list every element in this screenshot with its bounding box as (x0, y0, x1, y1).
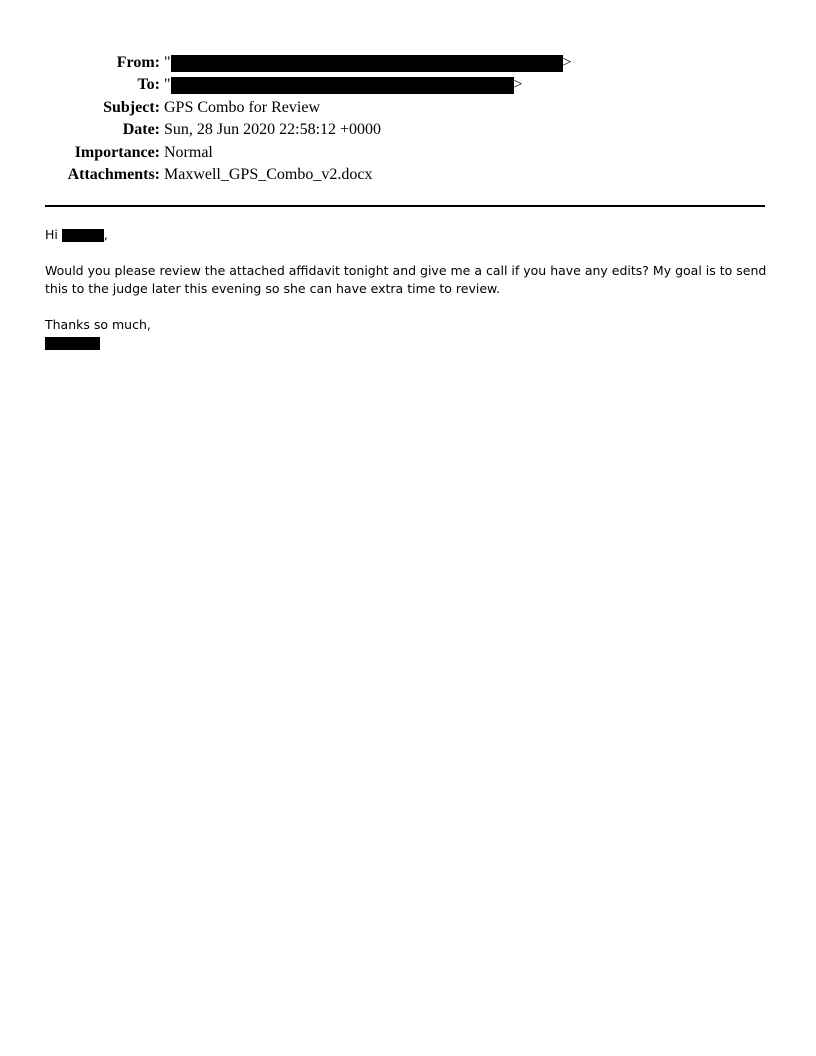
importance-label: Importance: (74, 143, 160, 161)
signature-redaction (45, 337, 100, 350)
to-value-suffix: > (513, 76, 523, 94)
from-value-prefix: " (164, 54, 171, 71)
date-value: Sun, 28 Jun 2020 22:58:12 +0000 (164, 121, 382, 139)
message-paragraph: Would you please review the attached affidavit tonight and give me a call if you have any edits? My goal is to send this to the judge later this evening so she can have extra time to review. (45, 263, 767, 296)
to-value-prefix: " (164, 76, 171, 94)
from-value (164, 52, 572, 74)
header-divider (45, 205, 765, 207)
to-label: To: (137, 76, 160, 94)
subject-value: GPS Combo for Review (164, 98, 320, 116)
greeting (45, 226, 108, 244)
date-row (0, 119, 816, 141)
from-redaction (171, 55, 563, 72)
from-label: From: (116, 54, 160, 71)
attachment-filename[interactable]: Maxwell_GPS_Combo_v2.docx (164, 165, 373, 183)
to-row (0, 74, 816, 96)
greeting-prefix: Hi (45, 227, 58, 242)
subject-row (0, 97, 816, 119)
importance-row (0, 142, 816, 164)
from-value-suffix: > (562, 54, 572, 71)
from-row (0, 52, 816, 74)
to-redaction (171, 77, 514, 94)
subject-label: Subject: (103, 98, 160, 116)
attachments-row (0, 164, 816, 186)
date-label: Date: (122, 121, 160, 139)
email-header (0, 52, 816, 186)
attachments-label: Attachments: (67, 165, 160, 183)
recipient-name-redaction (62, 229, 104, 242)
closing: Thanks so much, (45, 317, 151, 332)
importance-value: Normal (164, 143, 213, 161)
greeting-suffix: , (103, 227, 108, 242)
to-value (164, 74, 523, 96)
